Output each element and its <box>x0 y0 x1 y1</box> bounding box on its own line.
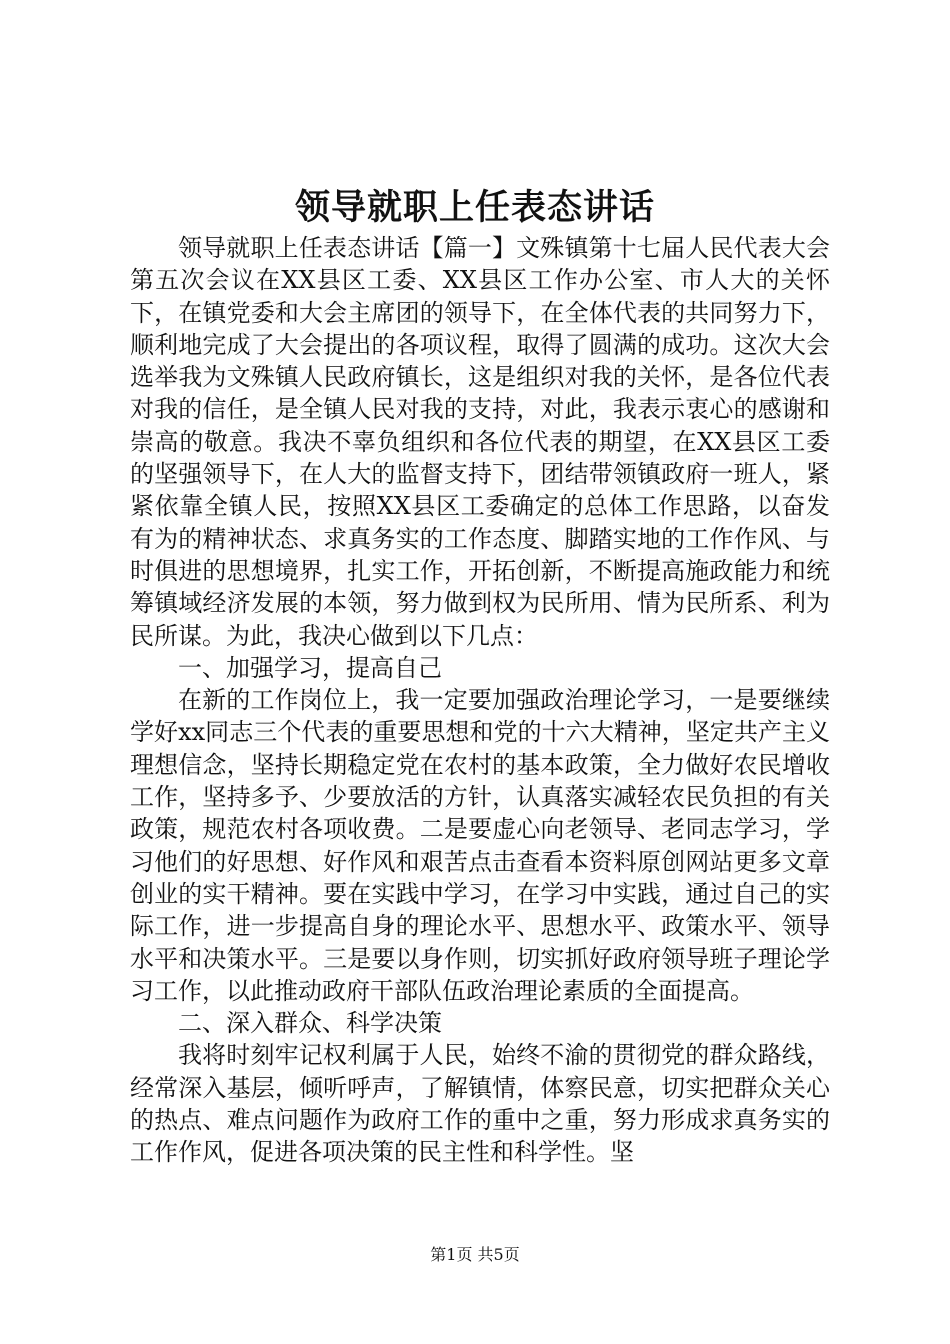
section-heading: 一、加强学习，提高自己 <box>178 653 442 682</box>
section-heading: 二、深入群众、科学决策 <box>178 1009 442 1038</box>
body-paragraph: 在新的工作岗位上，我一定要加强政治理论学习，一是要继续学好xx同志三个代表的重要思想和党的十六大精神，坚定共产主义理想信念，坚持长期稳定党在农村的基本政策，全力做好农民增收工作，坚持多予、少要放活的方针，认真落实减轻农民负担的有关政策，规范农村各项收费。二是要虚心向老领导、老同志学习，学习他们的好思想、好作风和艰苦点击查看本资料原创网站更多文章创业的实干精神。要在实践中学习，在学习中实践，通过自己的实际工作，进一步提高自身的理论水平、思想水平、政策水平、领导水平和决策水平。三是要以身作则，切实抓好政府领导班子理论学习工作，以此推动政府干部队伍政治理论素质的全面提高。 <box>130 686 830 1005</box>
document-title: 领导就职上任表态讲话 <box>294 187 655 228</box>
page-number-footer: 第1页 共5页 <box>430 1245 520 1264</box>
body-paragraph: 我将时刻牢记权利属于人民，始终不渝的贯彻党的群众路线，经常深入基层，倾听呼声，了解镇情，体察民意，切实把群众关心的热点、难点问题作为政府工作的重中之重，努力形成求真务实的工作作风，促进各项决策的民主性和科学性。坚 <box>130 1041 830 1167</box>
body-paragraph: 领导就职上任表态讲话【篇一】文殊镇第十七届人民代表大会第五次会议在XX县区工委、XX县区工作办公室、市人大的关怀下，在镇党委和大会主席团的领导下，在全体代表的共同努力下，顺利地完成了大会提出的各项议程，取得了圆满的成功。这次大会选举我为文殊镇人民政府镇长，这是组织对我的关怀，是各位代表对我的信任，是全镇人民对我的支持，对此，我表示衷心的感谢和崇高的敬意。我决不辜负组织和各位代表的期望，在XX县区工委的坚强领导下，在人大的监督支持下，团结带领镇政府一班人，紧紧依靠全镇人民，按照XX县区工委确定的总体工作思路，以奋发有为的精神状态、求真务实的工作态度、脚踏实地的工作作风、与时俱进的思想境界，扎实工作，开拓创新，不断提高施政能力和统筹镇域经济发展的本领，努力做到权为民所用、情为民所系、利为民所谋。为此，我决心做到以下几点： <box>130 234 830 650</box>
document-body <box>130 232 830 1169</box>
